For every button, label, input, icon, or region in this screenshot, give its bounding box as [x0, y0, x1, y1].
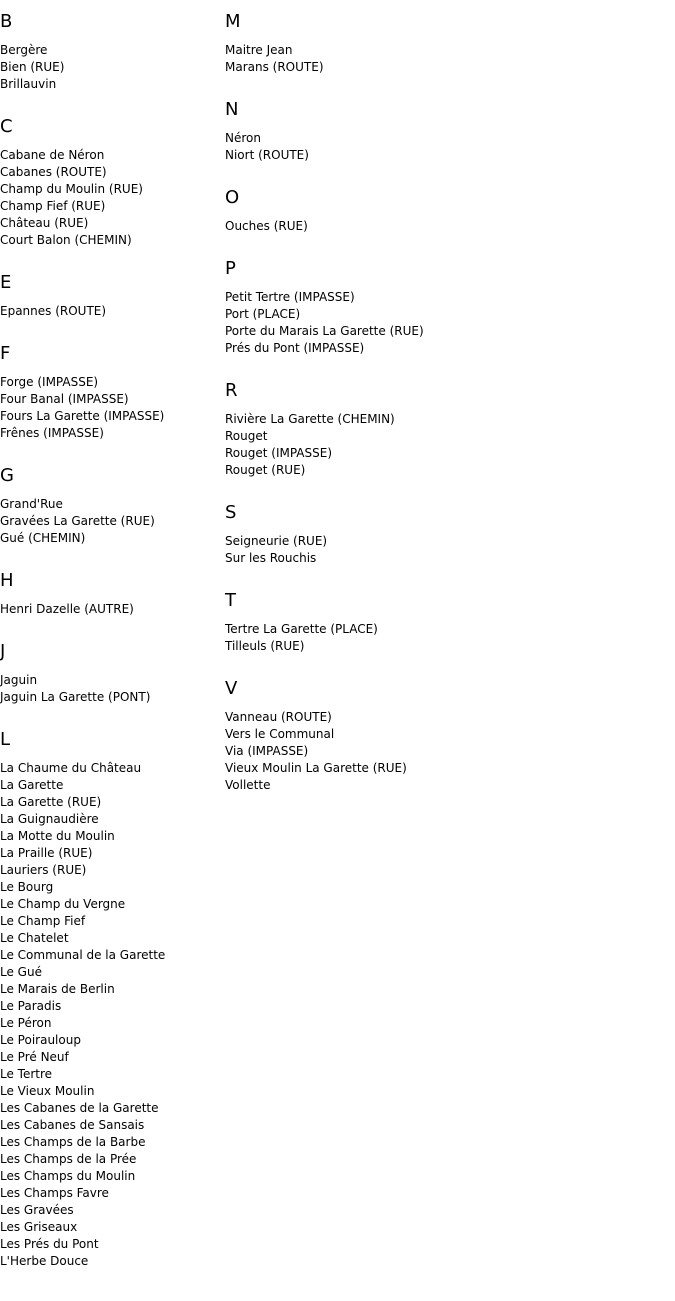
street-link-fours-la-garette-impasse[interactable]: Fours La Garette (IMPASSE): [0, 409, 165, 423]
letter-group-c: [0, 116, 220, 249]
street-link-l-herbe-douce[interactable]: L'Herbe Douce: [0, 1254, 89, 1268]
street-link-vollette[interactable]: Vollette: [225, 778, 271, 792]
street-list: [225, 130, 665, 164]
street-link-epannes-route[interactable]: Epannes (ROUTE): [0, 304, 107, 318]
letter-heading: V: [225, 678, 238, 699]
letter-heading: T: [225, 590, 236, 611]
street-list: [225, 621, 665, 655]
street-link-bergere[interactable]: Bergère: [0, 43, 48, 57]
street-link-four-banal-impasse[interactable]: Four Banal (IMPASSE): [0, 392, 129, 406]
street-link-le-poirauloup[interactable]: Le Poirauloup: [0, 1033, 81, 1047]
street-link-le-champ-du-vergne[interactable]: Le Champ du Vergne: [0, 897, 126, 911]
letter-heading: O: [225, 187, 240, 208]
letter-group-v: [225, 678, 665, 794]
street-link-le-tertre[interactable]: Le Tertre: [0, 1067, 53, 1081]
street-link-le-peron[interactable]: Le Péron: [0, 1016, 52, 1030]
street-link-champ-du-moulin-rue[interactable]: Champ du Moulin (RUE): [0, 182, 143, 196]
street-link-frenes-impasse[interactable]: Frênes (IMPASSE): [0, 426, 104, 440]
letter-group-j: [0, 641, 220, 706]
street-list: [0, 303, 220, 320]
street-list: [0, 760, 220, 1270]
letter-group-t: [225, 590, 665, 655]
street-link-les-champs-du-moulin[interactable]: Les Champs du Moulin: [0, 1169, 136, 1183]
street-link-gue-chemin[interactable]: Gué (CHEMIN): [0, 531, 86, 545]
street-link-forge-impasse[interactable]: Forge (IMPASSE): [0, 375, 99, 389]
street-link-porte-du-marais-la-garette-rue[interactable]: Porte du Marais La Garette (RUE): [225, 324, 424, 338]
letter-group-s: [225, 502, 665, 567]
street-link-chateau-rue[interactable]: Château (RUE): [0, 216, 89, 230]
street-link-tertre-la-garette-place[interactable]: Tertre La Garette (PLACE): [225, 622, 378, 636]
street-link-grand-rue[interactable]: Grand'Rue: [0, 497, 63, 511]
street-link-le-champ-fief[interactable]: Le Champ Fief: [0, 914, 86, 928]
street-link-henri-dazelle-autre[interactable]: Henri Dazelle (AUTRE): [0, 602, 134, 616]
street-list: [0, 601, 220, 618]
letter-group-l: [0, 729, 220, 1270]
street-link-champ-fief-rue[interactable]: Champ Fief (RUE): [0, 199, 106, 213]
street-link-pres-du-pont-impasse[interactable]: Prés du Pont (IMPASSE): [225, 341, 365, 355]
letter-heading: P: [225, 258, 236, 279]
letter-group-f: [0, 343, 220, 442]
letter-heading: J: [0, 641, 6, 662]
street-link-les-champs-de-la-pree[interactable]: Les Champs de la Prée: [0, 1152, 137, 1166]
street-link-la-garette-rue[interactable]: La Garette (RUE): [0, 795, 102, 809]
street-list: [225, 411, 665, 479]
letter-group-e: [0, 272, 220, 320]
letter-heading: H: [0, 570, 14, 591]
street-link-neron[interactable]: Néron: [225, 131, 261, 145]
street-list: [225, 709, 665, 794]
street-link-sur-les-rouchis[interactable]: Sur les Rouchis: [225, 551, 317, 565]
street-list: [225, 533, 665, 567]
street-index-right-column: [225, 0, 665, 794]
street-link-cabane-de-neron[interactable]: Cabane de Néron: [0, 148, 105, 162]
street-link-le-marais-de-berlin[interactable]: Le Marais de Berlin: [0, 982, 115, 996]
letter-heading: N: [225, 99, 239, 120]
letter-group-r: [225, 380, 665, 479]
street-link-le-vieux-moulin[interactable]: Le Vieux Moulin: [0, 1084, 95, 1098]
street-link-petit-tertre-impasse[interactable]: Petit Tertre (IMPASSE): [225, 290, 355, 304]
street-link-la-guignaudiere[interactable]: La Guignaudière: [0, 812, 99, 826]
street-link-vieux-moulin-la-garette-rue[interactable]: Vieux Moulin La Garette (RUE): [225, 761, 407, 775]
street-link-jaguin[interactable]: Jaguin: [0, 673, 38, 687]
street-link-gravees-la-garette-rue[interactable]: Gravées La Garette (RUE): [0, 514, 155, 528]
street-link-la-praille-rue[interactable]: La Praille (RUE): [0, 846, 93, 860]
street-link-les-cabanes-de-la-garette[interactable]: Les Cabanes de la Garette: [0, 1101, 159, 1115]
street-list: [0, 147, 220, 249]
street-link-rouget-impasse[interactable]: Rouget (IMPASSE): [225, 446, 333, 460]
street-link-via-impasse[interactable]: Via (IMPASSE): [225, 744, 309, 758]
street-link-les-cabanes-de-sansais[interactable]: Les Cabanes de Sansais: [0, 1118, 145, 1132]
street-index-left-column: [0, 0, 220, 1270]
street-link-le-communal-de-la-garette[interactable]: Le Communal de la Garette: [0, 948, 166, 962]
street-link-les-champs-de-la-barbe[interactable]: Les Champs de la Barbe: [0, 1135, 146, 1149]
street-list: [0, 496, 220, 547]
street-link-les-pres-du-pont[interactable]: Les Prés du Pont: [0, 1237, 99, 1251]
street-list: [225, 218, 665, 235]
street-link-vers-le-communal[interactable]: Vers le Communal: [225, 727, 335, 741]
street-link-les-griseaux[interactable]: Les Griseaux: [0, 1220, 78, 1234]
street-link-tilleuls-rue[interactable]: Tilleuls (RUE): [225, 639, 305, 653]
letter-heading: G: [0, 465, 14, 486]
letter-heading: B: [0, 11, 13, 32]
street-link-les-champs-favre[interactable]: Les Champs Favre: [0, 1186, 109, 1200]
street-link-la-garette[interactable]: La Garette: [0, 778, 64, 792]
street-link-rouget[interactable]: Rouget: [225, 429, 268, 443]
letter-heading: F: [0, 343, 11, 364]
letter-group-b: [0, 11, 220, 93]
street-list: [0, 42, 220, 93]
street-list: [225, 42, 665, 76]
street-link-la-motte-du-moulin[interactable]: La Motte du Moulin: [0, 829, 115, 843]
letter-group-h: [0, 570, 220, 618]
street-link-seigneurie-rue[interactable]: Seigneurie (RUE): [225, 534, 328, 548]
letter-group-p: [225, 258, 665, 357]
street-link-le-gue[interactable]: Le Gué: [0, 965, 42, 979]
street-link-cabanes-route[interactable]: Cabanes (ROUTE): [0, 165, 107, 179]
letter-group-g: [0, 465, 220, 547]
letter-heading: L: [0, 729, 11, 750]
street-link-vanneau-route[interactable]: Vanneau (ROUTE): [225, 710, 332, 724]
street-link-bien-rue[interactable]: Bien (RUE): [0, 60, 65, 74]
street-link-ouches-rue[interactable]: Ouches (RUE): [225, 219, 308, 233]
street-link-court-balon-chemin[interactable]: Court Balon (CHEMIN): [0, 233, 132, 247]
street-link-la-chaume-du-chateau[interactable]: La Chaume du Château: [0, 761, 142, 775]
street-link-port-place[interactable]: Port (PLACE): [225, 307, 301, 321]
letter-group-n: [225, 99, 665, 164]
street-link-le-chatelet[interactable]: Le Chatelet: [0, 931, 69, 945]
street-list: [225, 289, 665, 357]
street-link-les-gravees[interactable]: Les Gravées: [0, 1203, 74, 1217]
street-list: [0, 374, 220, 442]
letter-heading: R: [225, 380, 238, 401]
street-link-le-bourg[interactable]: Le Bourg: [0, 880, 54, 894]
street-link-riviere-la-garette-chemin[interactable]: Rivière La Garette (CHEMIN): [225, 412, 395, 426]
letter-group-o: [225, 187, 665, 235]
street-link-rouget-rue[interactable]: Rouget (RUE): [225, 463, 306, 477]
street-link-le-pre-neuf[interactable]: Le Pré Neuf: [0, 1050, 69, 1064]
street-list: [0, 672, 220, 706]
street-link-le-paradis[interactable]: Le Paradis: [0, 999, 62, 1013]
letter-group-m: [225, 11, 665, 76]
street-link-maitre-jean[interactable]: Maitre Jean: [225, 43, 293, 57]
letter-heading: M: [225, 11, 241, 32]
street-link-niort-route[interactable]: Niort (ROUTE): [225, 148, 309, 162]
street-link-marans-route[interactable]: Marans (ROUTE): [225, 60, 324, 74]
street-link-jaguin-la-garette-pont[interactable]: Jaguin La Garette (PONT): [0, 690, 151, 704]
street-link-lauriers-rue[interactable]: Lauriers (RUE): [0, 863, 87, 877]
letter-heading: C: [0, 116, 13, 137]
letter-heading: S: [225, 502, 237, 523]
street-link-brillauvin[interactable]: Brillauvin: [0, 77, 57, 91]
letter-heading: E: [0, 272, 12, 293]
